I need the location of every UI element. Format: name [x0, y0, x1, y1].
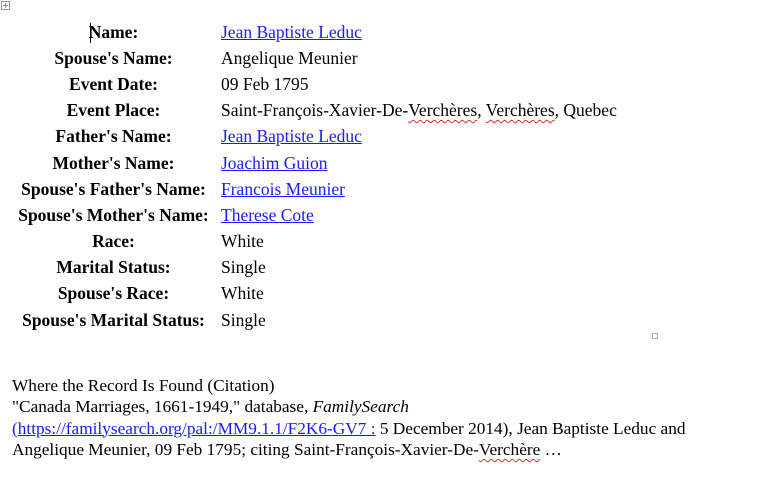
field-value-cell — [221, 255, 617, 281]
table-row — [10, 202, 617, 228]
field-label: Spouse's Mother's Name: — [18, 204, 209, 225]
table-row — [10, 19, 617, 45]
place-misspelled-word: Verchères — [485, 100, 555, 121]
field-value-cell — [221, 307, 617, 333]
citation-place-line — [12, 439, 752, 460]
field-label: Father's Name: — [55, 126, 172, 147]
field-value-cell — [221, 176, 617, 202]
table-row — [10, 71, 617, 97]
table-row — [10, 255, 617, 281]
table-move-handle-icon[interactable]: + — [2, 1, 9, 10]
field-label: Marital Status: — [56, 257, 171, 278]
record-table — [10, 19, 617, 333]
citation-database-name: FamilySearch — [312, 397, 409, 417]
table-row — [10, 98, 617, 124]
field-label: Mother's Name: — [52, 152, 175, 173]
field-value: Angelique Meunier — [221, 47, 358, 68]
field-value-cell — [221, 124, 617, 150]
field-value: 09 Feb 1795 — [221, 73, 309, 94]
citation-place-misspelled: Verchère — [478, 439, 541, 459]
citation-source-line — [12, 396, 752, 417]
table-row — [10, 150, 617, 176]
field-value-link[interactable]: Therese Cote — [221, 204, 314, 225]
field-label: Spouse's Marital Status: — [22, 309, 205, 330]
place-text: , — [477, 100, 486, 121]
citation-place-text: Angelique Meunier, 09 Feb 1795; citing Saint-François-Xavier-De- — [12, 439, 479, 459]
table-row — [10, 176, 617, 202]
field-value: Single — [221, 257, 266, 278]
table-row — [10, 229, 617, 255]
table-resize-handle[interactable] — [652, 333, 658, 339]
table-row — [10, 307, 617, 333]
field-value-cell — [221, 98, 617, 124]
field-value-cell — [221, 19, 617, 45]
citation-url-line — [12, 418, 752, 439]
place-text: Saint-François-Xavier-De- — [221, 100, 409, 121]
field-label: Race: — [92, 231, 135, 252]
field-label: Event Place: — [66, 100, 161, 121]
field-value-link[interactable]: Joachim Guion — [221, 152, 328, 173]
field-value-cell — [221, 281, 617, 307]
citation-source-text: "Canada Marriages, 1661-1949," database, — [12, 397, 313, 417]
field-value-link[interactable]: Jean Baptiste Leduc — [221, 21, 362, 42]
field-value-cell — [221, 202, 617, 228]
citation-date-text: 5 December 2014), Jean Baptiste Leduc and — [375, 418, 686, 438]
field-label: Name: — [88, 21, 139, 42]
table-row — [10, 124, 617, 150]
field-value-link[interactable]: Francois Meunier — [221, 178, 345, 199]
field-value-cell — [221, 71, 617, 97]
field-label: Spouse's Name: — [54, 47, 173, 68]
place-misspelled-word: Verchères — [408, 100, 478, 121]
field-value: White — [221, 283, 264, 304]
citation-heading: Where the Record Is Found (Citation) — [12, 376, 275, 395]
table-row — [10, 45, 617, 71]
place-text: , Quebec — [554, 100, 617, 121]
field-label: Spouse's Father's Name: — [21, 178, 206, 199]
table-row — [10, 281, 617, 307]
citation-block — [12, 375, 752, 460]
field-value: White — [221, 231, 264, 252]
field-value-cell — [221, 45, 617, 71]
field-value-link[interactable]: Jean Baptiste Leduc — [221, 126, 362, 147]
field-label: Spouse's Race: — [57, 283, 170, 304]
citation-ellipsis: … — [540, 439, 562, 459]
field-value-cell — [221, 150, 617, 176]
field-value-cell — [221, 229, 617, 255]
citation-url-link[interactable]: (https://familysearch.org/pal:/MM9.1.1/F2K6-GV7 : — [12, 418, 376, 438]
field-label: Event Date: — [69, 73, 158, 94]
field-value: Single — [221, 309, 266, 330]
